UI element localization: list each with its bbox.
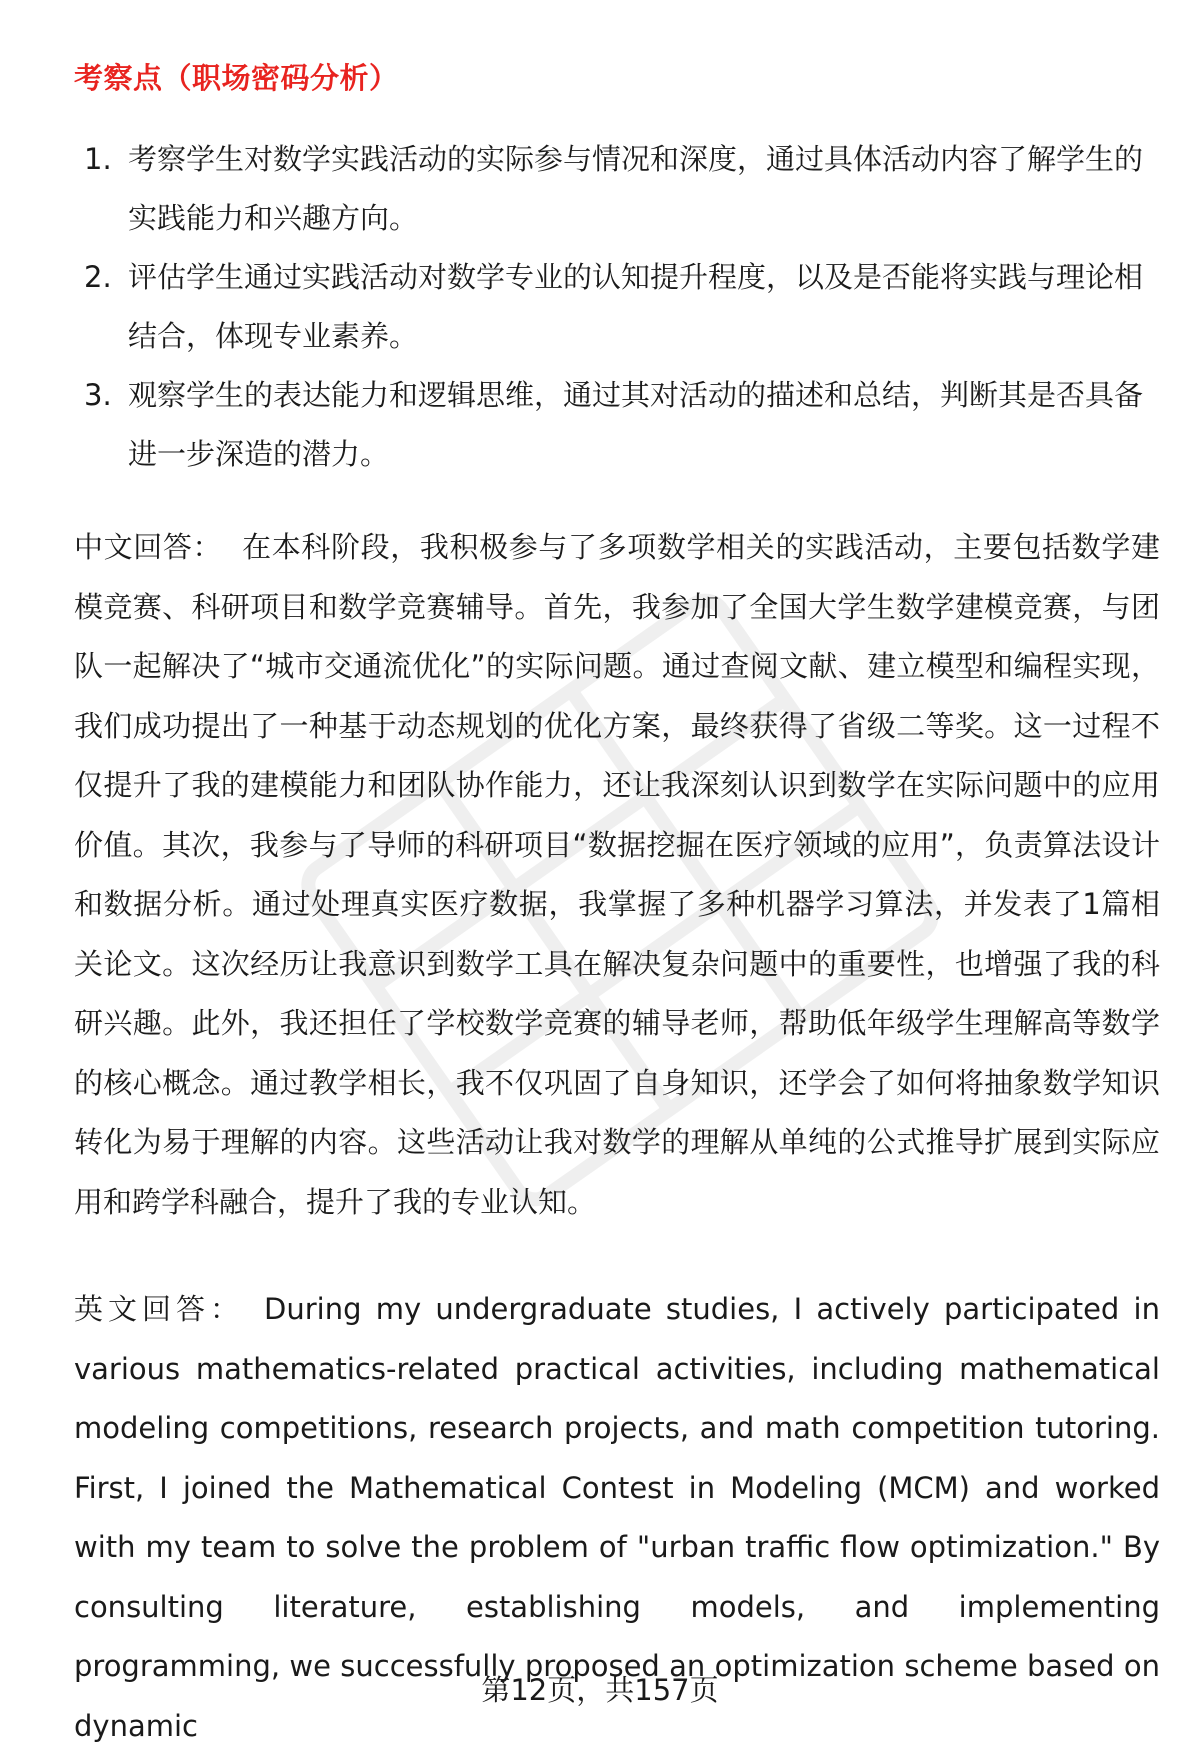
- list-item-number: 3.: [84, 378, 112, 412]
- page-number-footer: 第12页，共157页: [481, 1673, 719, 1707]
- chinese-answer-text: 在本科阶段，我积极参与了多项数学相关的实践活动，主要包括数学建模竞赛、科研项目和数学竞赛辅导。首先，我参加了全国大学生数学建模竞赛，与团队一起解决了“城市交通流优化”的实际问题。通过查阅文献、建立模型和编程实现，我们成功提出了一种基于动态规划的优化方案，最终获得了省级二等奖。这一过程不仅提升了我的建模能力和团队协作能力，还让我深刻认识到数学在实际问题中的应用价值。其次，我参与了导师的科研项目“数据挖掘在医疗领域的应用”，负责算法设计和数据分析。通过处理真实医疗数据，我掌握了多种机器学习算法，并发表了1篇相关论文。这次经历让我意识到数学工具在解决复杂问题中的重要性，也增强了我的科研兴趣。此外，我还担任了学校数学竞赛的辅导老师，帮助低年级学生理解高等数学的核心概念。通过教学相长，我不仅巩固了自身知识，还学会了如何将抽象数学知识转化为易于理解的内容。这些活动让我对数学的理解从单纯的公式推导扩展到实际应用和跨学科融合，提升了我的专业认知。: [74, 530, 1160, 1219]
- chinese-answer-paragraph: [74, 518, 1160, 1232]
- list-item-number: 1.: [84, 142, 112, 176]
- section-heading: 考察点（职场密码分析）: [74, 61, 399, 95]
- list-item-text: 观察学生的表达能力和逻辑思维，通过其对活动的描述和总结，判断其是否具备进一步深造的潜力。: [128, 378, 1144, 471]
- english-answer-label: 英文回答：: [74, 1292, 245, 1326]
- chinese-answer-label: 中文回答：: [74, 530, 223, 564]
- list-item-text: 考察学生对数学实践活动的实际参与情况和深度，通过具体活动内容了解学生的实践能力和兴趣方向。: [128, 142, 1144, 235]
- list-item-text: 评估学生通过实践活动对数学专业的认知提升程度，以及是否能将实践与理论相结合，体现专业素养。: [128, 260, 1144, 353]
- list-item-number: 2.: [84, 260, 112, 294]
- english-answer-text: During my undergraduate studies, I actively participated in various mathematics-related practical activities, including mathematical modeling competitions, research projects, and math competition tutoring. First, I joined the Mathematical Contest in Modeling (MCM) and worked with my team to solve the problem of "urban traffic flow optimization." By consulting literature, establishing models, and implementing programming, we successfully proposed an optimization scheme based on dynamic: [74, 1292, 1160, 1743]
- list-item: [74, 130, 1154, 248]
- list-item: [74, 248, 1154, 366]
- list-item: [74, 366, 1154, 484]
- evaluation-points-list: [74, 130, 1154, 484]
